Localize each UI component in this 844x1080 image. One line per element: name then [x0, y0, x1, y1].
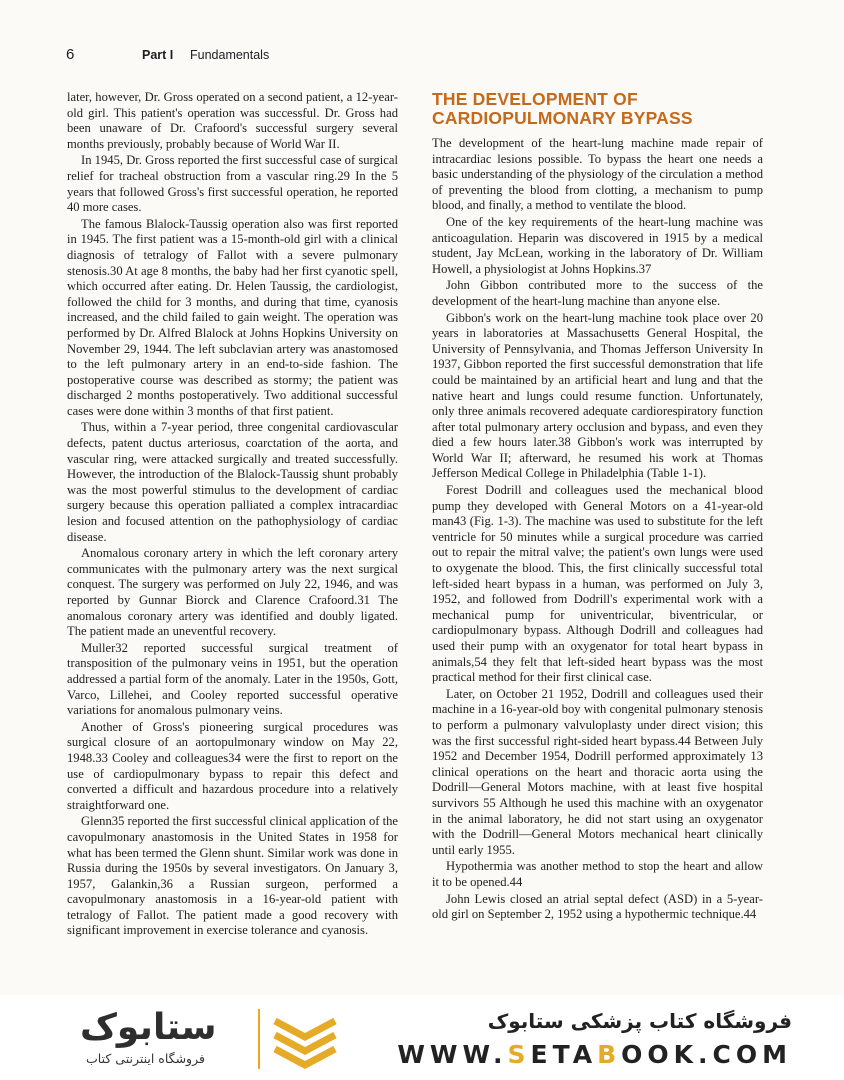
page-number: 6	[66, 46, 75, 63]
paragraph: Gibbon's work on the heart-lung machine took place over 20 years in laboratories at Massachusetts General Hospital, the University of Pennsylvania, and Thomas Jefferson University In 1937, Gibbon reported the first successful demonstration that life could be maintained by an artificial heart and lung and that the native heart and lungs could resume function. Unfortunately, only three animals recovered adequate cardiorespiratory function after total pulmonary artery occlusion and bypass, and even they died a few hours later.38 Gibbon's work was interrupted by World War II; afterward, he resumed his work at Thomas Jefferson Medical College in Philadelphia (Table 1-1).	[432, 310, 763, 481]
paragraph: Anomalous coronary artery in which the left coronary artery communicates with the pulmonary artery was the next surgical conquest. The surgery was performed on July 22, 1946, and was reported by Gunnar Biorck and Clarence Crafoord.31 The anomalous coronary artery was identified and doubly ligated. The patient made an uneventful recovery.	[67, 546, 398, 639]
part-label: Part I	[142, 48, 174, 62]
paragraph: Muller32 reported successful surgical treatment of transposition of the pulmonary veins in 1951, but the operation addressed a partial form of the anomaly. Later in the 1950s, Gott, Varco, Lillehei, and Cooley reported successful operative variations for anomalous pulmonary veins.	[67, 640, 398, 718]
store-url-link[interactable]	[397, 1040, 792, 1069]
right-column	[432, 90, 763, 924]
url-highlight: B	[597, 1040, 622, 1069]
paragraph: Hypothermia was another method to stop the heart and allow it to be opened.44	[432, 859, 763, 889]
url-text: OOK.COM	[621, 1040, 792, 1069]
paragraph: One of the key requirements of the heart-lung machine was anticoagulation. Heparin was discovered in 1915 by a medical student, Jay McLean, working in the laboratory of Dr. William Howell, a physiologist at Johns Hopkins.37	[432, 214, 763, 276]
logo-subtitle: فروشگاه اینترنتی کتاب	[86, 1051, 205, 1066]
section-heading: THE DEVELOPMENT OF CARDIOPULMONARY BYPASS	[432, 89, 693, 128]
url-highlight: S	[507, 1040, 531, 1069]
watermark-banner	[0, 995, 844, 1080]
url-text: WWW.	[397, 1040, 508, 1069]
store-name: فروشگاه کتاب پزشکی ستابوک	[487, 1009, 792, 1033]
paragraph: John Gibbon contributed more to the success of the development of the heart-lung machine than anyone else.	[432, 278, 763, 308]
logo-divider	[258, 1009, 260, 1069]
paragraph: Thus, within a 7-year period, three congenital cardiovascular defects, patent ductus arteriosus, coarctation of the aorta, and vascular ring, were attacked surgically and treated successfully. However, the introduction of the Blalock-Taussig shunt probably was the most powerful stimulus to the development of cardiac surgery because this operation palliated a complex intracardiac lesion and focused attention on the pathophysiology of cardiac disease.	[67, 420, 398, 544]
paragraph: The famous Blalock-Taussig operation also was first reported in 1945. The first patient was a 15-month-old girl with a clinical diagnosis of tetralogy of Fallot with a severe pulmonary stenosis.30 At age 8 months, the baby had her first cyanotic spell, which occurred after eating. Dr. Helen Taussig, the cardiologist, followed the child for 3 months, and during that time, cyanosis increased, and the child failed to gain weight. The operation was performed by Dr. Alfred Blalock at Johns Hopkins University on November 29, 1944. The left subclavian artery was anastomosed to the left pulmonary artery in an end-to-side fashion. The postoperative course was described as stormy; the patient was discharged 2 months postoperatively. Two additional successful cases were done within 3 months of that first patient.	[67, 216, 398, 418]
book-stack-icon	[270, 1011, 340, 1071]
store-logo[interactable]	[68, 1005, 338, 1073]
logo-wordmark: ستابوک	[80, 1007, 217, 1048]
paragraph: later, however, Dr. Gross operated on a second patient, a 12-year-old girl. This patient's operation was successful. Dr. Gross had been unaware of Dr. Crafoord's successful surgery several months previously, probably because of World War II.	[67, 90, 398, 151]
paragraph: Later, on October 21 1952, Dodrill and colleagues used their machine in a 16-year-old boy with congenital pulmonary stenosis to perform a pulmonary valvuloplasty under direct vision; this was the first successful right-sided heart bypass.44 Between July 1952 and December 1954, Dodrill performed approximately 13 clinical operations on the heart and thoracic aorta using the Dodrill—General Motors machine, with at least five hospital survivors 55 Although he used this machine with an oxygenator in the animal laboratory, he did not start using an oxygenator with the Dodrill—General Motors mechanical heart clinically until early 1955.	[432, 686, 763, 857]
paragraph: John Lewis closed an atrial septal defect (ASD) in a 5-year-old girl on September 2, 1952 using a hypothermic technique.44	[432, 891, 763, 922]
paragraph: Forest Dodrill and colleagues used the mechanical blood pump they developed with General Motors on a 41-year-old man43 (Fig. 1-3). The machine was used to substitute for the left ventricle for 50 minutes while a surgical procedure was carried out to repair the mitral valve; the patient's own lungs were used to oxygenate the blood. This, the first clinically successful total left-sided heart bypass in a human, was performed on July 3, 1952, and followed from Dodrill's experimental work with a mechanical pump for univentricular, biventricular, or cardiopulmonary bypass. Although Dodrill and colleagues had used their pump with an oxygenator for total heart bypass in animals,54 they felt that left-sided heart bypass was the most practical method for their first clinical case.	[432, 483, 763, 685]
left-column	[67, 90, 398, 940]
url-text: ETA	[530, 1040, 598, 1069]
running-header	[66, 46, 784, 66]
part-title: Fundamentals	[190, 48, 270, 62]
paragraph: In 1945, Dr. Gross reported the first successful case of surgical relief for tracheal obstruction from a vascular ring.29 In the 5 years that followed Gross's first successful operation, he reported 40 more cases.	[67, 153, 398, 215]
paragraph: The development of the heart-lung machine made repair of intracardiac lesions possible. To bypass the heart one needs a basic understanding of the physiology of the circulation a method of preventing the blood from clotting, a mechanism to pump blood, and finally, a method to ventilate the blood.	[432, 136, 763, 213]
paragraph: Another of Gross's pioneering surgical procedures was surgical closure of an aortopulmonary window on May 22, 1948.33 Cooley and colleagues34 were the first to report on the use of cardiopulmonary bypass to repair this defect and converted a difficult and hazardous procedure into a relatively straightforward one.	[67, 719, 398, 812]
paragraph: Glenn35 reported the first successful clinical application of the cavopulmonary anastomosis in the United States in 1958 for what has been termed the Glenn shunt. Similar work was done in Russia during the 1950s by several investigators. On January 3, 1957, Galankin,36 a Russian surgeon, performed a cavopulmonary anastomosis in a 16-year-old patient with tetralogy of Fallot. The patient made a good recovery with significant improvement in exercise tolerance and cyanosis.	[67, 814, 398, 938]
